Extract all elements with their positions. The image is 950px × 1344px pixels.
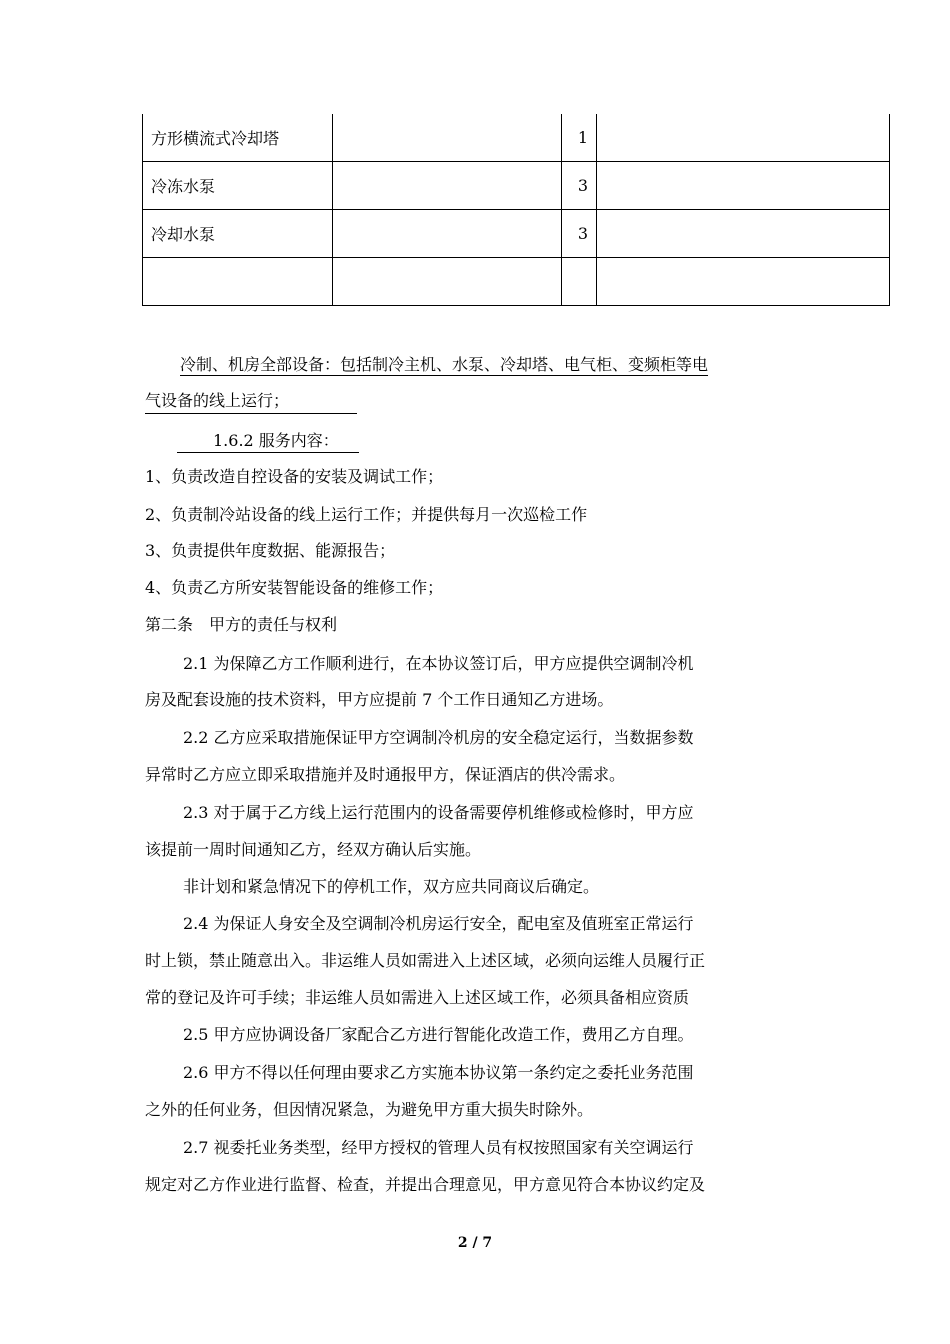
equipment-name-cell: 冷却水泵 [143,210,333,258]
paragraph-unplanned: 非计划和紧急情况下的停机工作，双方应共同商议后确定。 [183,877,600,896]
section-1-6-2-heading: 1.6.2 服务内容： [213,431,339,450]
paragraph-2-2-line-2: 异常时乙方应立即采取措施并及时通报甲方，保证酒店的供冷需求。 [145,765,626,784]
paragraph-2-3-line-1: 2.3 对于属于乙方线上运行范围内的设备需要停机维修或检修时，甲方应 [183,803,694,822]
equipment-name-cell [143,258,333,306]
equipment-spec-cell [333,162,562,210]
paragraph-2-6-line-2: 之外的任何业务，但因情况紧急，为避免甲方重大损失时除外。 [145,1100,594,1119]
service-item-1: 1、负责改造自控设备的安装及调试工作； [145,467,444,486]
equipment-qty-cell: 1 [562,114,597,162]
equipment-spec-cell [333,258,562,306]
paragraph-2-2-line-1: 2.2 乙方应采取措施保证甲方空调制冷机房的安全稳定运行，当数据参数 [183,728,694,747]
table-row [143,162,890,210]
scope-text-line-2: 气设备的线上运行； [145,391,290,410]
table-row [143,210,890,258]
equipment-note-cell [597,162,890,210]
equipment-table [142,114,890,306]
paragraph-2-1-line-2: 房及配套设施的技术资料，甲方应提前 7 个工作日通知乙方进场。 [145,690,614,709]
equipment-note-cell [597,210,890,258]
service-item-2: 2、负责制冷站设备的线上运行工作；并提供每月一次巡检工作 [145,505,588,524]
service-item-4: 4、负责乙方所安装智能设备的维修工作； [145,578,444,597]
page-number: 2 / 7 [457,1235,493,1251]
section-heading-underline [177,452,359,453]
article-2-title: 第二条 甲方的责任与权利 [145,615,338,634]
paragraph-2-5-line-1: 2.5 甲方应协调设备厂家配合乙方进行智能化改造工作，费用乙方自理。 [183,1025,694,1044]
equipment-spec-cell [333,114,562,162]
scope-text-line-1: 冷制、机房全部设备：包括制冷主机、水泵、冷却塔、电气柜、变频柜等电 [180,355,709,374]
table-row [143,114,890,162]
paragraph-2-7-line-1: 2.7 视委托业务类型，经甲方授权的管理人员有权按照国家有关空调运行 [183,1138,694,1157]
equipment-qty-cell: 3 [562,162,597,210]
paragraph-2-4-line-2: 时上锁，禁止随意出入。非运维人员如需进入上述区域，必须向运维人员履行正 [145,951,706,970]
equipment-note-cell [597,114,890,162]
paragraph-2-3-line-2: 该提前一周时间通知乙方，经双方确认后实施。 [145,840,482,859]
service-item-3: 3、负责提供年度数据、能源报告； [145,541,396,560]
scope-underline [145,413,357,414]
equipment-spec-cell [333,210,562,258]
equipment-name-cell: 冷冻水泵 [143,162,333,210]
paragraph-2-4-line-1: 2.4 为保证人身安全及空调制冷机房运行安全，配电室及值班室正常运行 [183,914,694,933]
paragraph-2-7-line-2: 规定对乙方作业进行监督、检查，并提出合理意见，甲方意见符合本协议约定及 [145,1175,706,1194]
table-row [143,258,890,306]
equipment-note-cell [597,258,890,306]
equipment-name-cell: 方形横流式冷却塔 [143,114,333,162]
equipment-qty-cell [562,258,597,306]
paragraph-2-6-line-1: 2.6 甲方不得以任何理由要求乙方实施本协议第一条约定之委托业务范围 [183,1063,694,1082]
paragraph-2-4-line-3: 常的登记及许可手续；非运维人员如需进入上述区域工作，必须具备相应资质 [145,988,690,1007]
equipment-qty-cell: 3 [562,210,597,258]
paragraph-2-1-line-1: 2.1 为保障乙方工作顺利进行，在本协议签订后，甲方应提供空调制冷机 [183,654,694,673]
